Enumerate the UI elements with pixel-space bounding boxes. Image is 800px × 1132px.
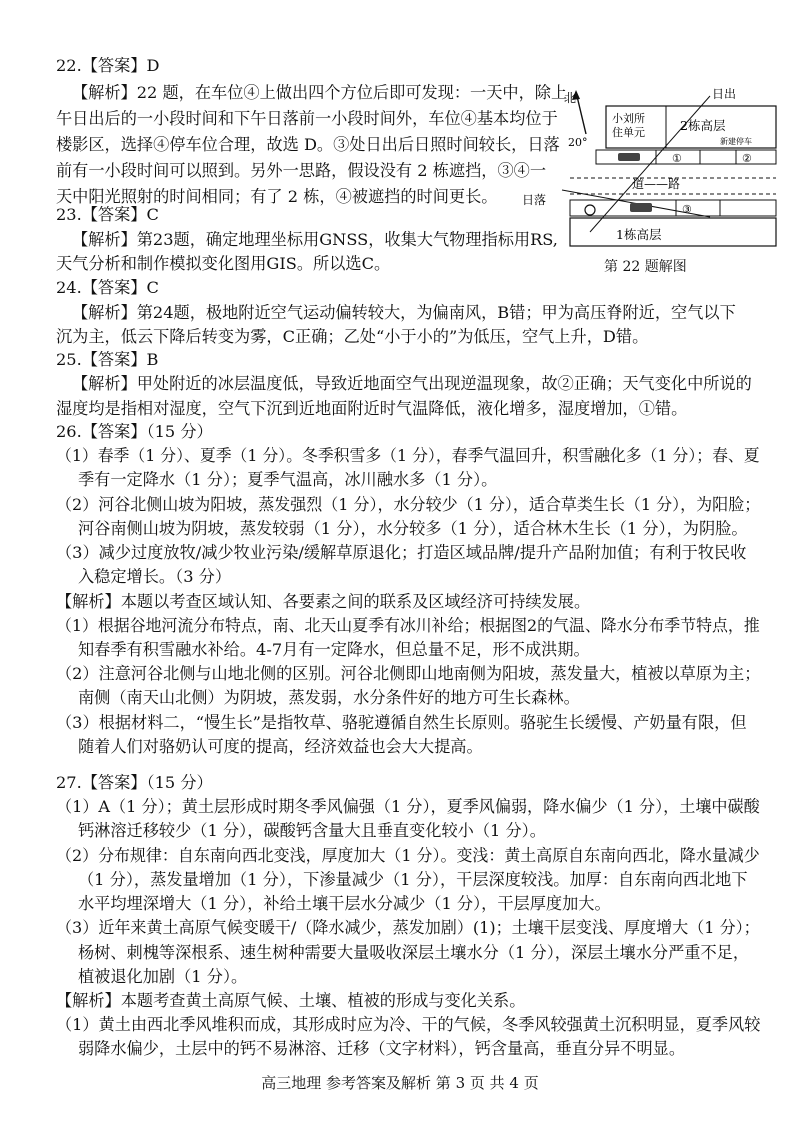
text-line: 【解析】甲处附近的冰层温度低，导致近地面空气出现逆温现象，故②正确；天气变化中所说的 (72, 374, 752, 393)
text-line: 午日出后的一小段时间和下午日落前一小段时间外，车位④基本均位于 (56, 109, 558, 128)
text-line: 杨树、刺槐等深根系、速生树种需要大量吸收深层土壤水分（1 分），深层土壤水分严重不足， (78, 943, 750, 962)
text-line: 河谷南侧山坡为阴坡，蒸发较弱（1 分），水分较多（1 分），适合林木生长（1 分），为阴脸。 (78, 519, 748, 538)
building-2-label: 2栋高层 (680, 118, 726, 133)
text-line: （1）春季（1 分）、夏季（1 分）。冬季积雪多（1 分），春季气温回升，积雪融化多（1 分）；春、夏 (56, 446, 760, 465)
text-line: （1 分），蒸发量增加（1 分），下渗量减少（1 分），干层深度较浅。加厚：自东南向西北地下 (78, 870, 748, 889)
text-line: （3）近年来黄土高原气候变暖干/（降水减少，蒸发加剧）(1)；土壤干层变浅、厚度增大（1 分）； (56, 918, 760, 937)
figure-22-diagram (522, 82, 780, 282)
text-line: 弱降水偏少，土层中的钙不易淋溶、迁移（文字材料），钙含量高，垂直分异不明显。 (78, 1039, 686, 1058)
north-label: 北 (564, 91, 577, 105)
figure-caption: 第 22 题解图 (604, 259, 687, 275)
text-line: 季有一定降水（1 分）；夏季气温高，冰川融水多（1 分）。 (78, 470, 498, 489)
angle-label: 20° (568, 136, 588, 149)
text-line: （3）减少过度放牧/减少牧业污染/缓解草原退化；打造区域品牌/提升产品附加值；有利于牧民收 (56, 543, 747, 562)
sun-icon (585, 205, 595, 215)
text-line: 24.【答案】C (56, 278, 159, 297)
text-line: 入稳定增长。（3 分） (78, 567, 232, 586)
text-line: 随着人们对骆奶认可度的提高，经济效益也会大大提高。 (78, 737, 483, 756)
residence-label-1: 小刘所 (612, 112, 645, 125)
text-line: 天中阳光照射的时间相同；有了 2 栋，④被遮挡的时间更长。 (56, 187, 498, 206)
slot-3: ③ (682, 203, 692, 216)
text-line: 【解析】本题以考查区域认知、各要素之间的联系及区域经济可持续发展。 (56, 592, 591, 611)
text-line: 天气分析和制作模拟变化图用GIS。所以选C。 (56, 254, 391, 273)
text-line: 知春季有积雪融水补给。4-7月有一定降水，但总量不足，形不成洪期。 (78, 640, 590, 659)
car-icon-2 (630, 203, 652, 212)
text-line: （3）根据材料二，“慢生长”是指牧草、骆驼遵循自然生长原则。骆驼生长缓慢、产奶量有限，但 (56, 713, 747, 732)
text-line: 沉为主，低云下降后转变为雾，C正确；乙处“小于小的”为低压，空气上升，D错。 (56, 327, 649, 346)
residence-label-2: 住单元 (612, 126, 645, 139)
text-line: （2）注意河谷北侧与山地北侧的区别。河谷北侧即山地南侧为阳坡，蒸发量大，植被以草原为主； (56, 664, 761, 683)
text-line: 水平均埋深增大（1 分），补给土壤干层水分减少（1 分），干层厚度加大。 (78, 894, 611, 913)
text-line: 钙淋溶迁移较少（1 分），碳酸钙含量大且垂直变化较小（1 分）。 (78, 821, 546, 840)
text-line: 27.【答案】（15 分） (56, 773, 213, 792)
text-line: 22.【答案】D (56, 56, 160, 75)
car-icon (618, 153, 640, 161)
slot-2: ② (742, 152, 752, 165)
text-line: （1）黄土由西北季风堆积而成，其形成时应为冷、干的气候，冬季风较强黄土沉积明显，夏季风较 (56, 1015, 761, 1034)
text-line: 植被退化加剧（1 分）。 (78, 967, 248, 986)
text-line: 26.【答案】（15 分） (56, 422, 213, 441)
parking-sign-label: 新建停车 (720, 137, 752, 146)
text-line: （2）河谷北侧山坡为阳坡，蒸发强烈（1 分），水分较少（1 分），适合草类生长（1 分），为阳脸； (56, 495, 761, 514)
sunrise-label: 日出 (712, 87, 737, 101)
text-line: 23.【答案】C (56, 205, 159, 224)
text-line: 湿度均是指相对湿度，空气下沉到近地面附近时气温降低，液化增多，湿度增加，①错。 (56, 399, 688, 418)
text-line: （1）根据谷地河流分布特点，南、北天山夏季有冰川补给；根据图2的气温、降水分布季节特点，推 (56, 616, 760, 635)
text-line: 前有一小段时间可以照到。另外一思路，假设没有 2 栋遮挡，③④一 (56, 161, 547, 180)
text-line: 【解析】第24题，极地附近空气运动偏转较大，为偏南风，B错；甲为高压脊附近，空气以下 (72, 303, 736, 322)
text-line: 楼影区，选择④停车位合理，故选 D。③处日出后日照时间较长，日落 (56, 135, 560, 154)
text-line: （1）A（1 分）；黄土层形成时期冬季风偏强（1 分），夏季风偏弱，降水偏少（1 分），土壤中碳酸 (56, 797, 760, 816)
parking-row-bottom (570, 200, 776, 216)
page-footer: 高三地理 参考答案及解析 第 3 页 共 4 页 (261, 1074, 539, 1092)
text-line: 25.【答案】B (56, 350, 159, 369)
road-label: 道——路 (632, 177, 681, 191)
text-line: 【解析】本题考查黄土高原气候、土壤、植被的形成与变化关系。 (56, 991, 526, 1010)
text-line: 【解析】22 题，在车位④上做出四个方位后即可发现：一天中，除上 (72, 83, 568, 102)
building-1 (570, 218, 776, 246)
sunset-label: 日落 (522, 193, 547, 207)
text-line: 【解析】第23题，确定地理坐标用GNSS，收集大气物理指标用RS, (72, 230, 558, 249)
slot-1: ① (672, 152, 682, 165)
text-line: （2）分布规律：自东南向西北变浅，厚度加大（1 分）。变浅：黄土高原自东南向西北，降水量减少 (56, 846, 760, 865)
text-line: 南侧（南天山北侧）为阴坡，蒸发弱，水分条件好的地方可生长森林。 (78, 688, 580, 707)
building-1-label: 1栋高层 (616, 227, 662, 242)
